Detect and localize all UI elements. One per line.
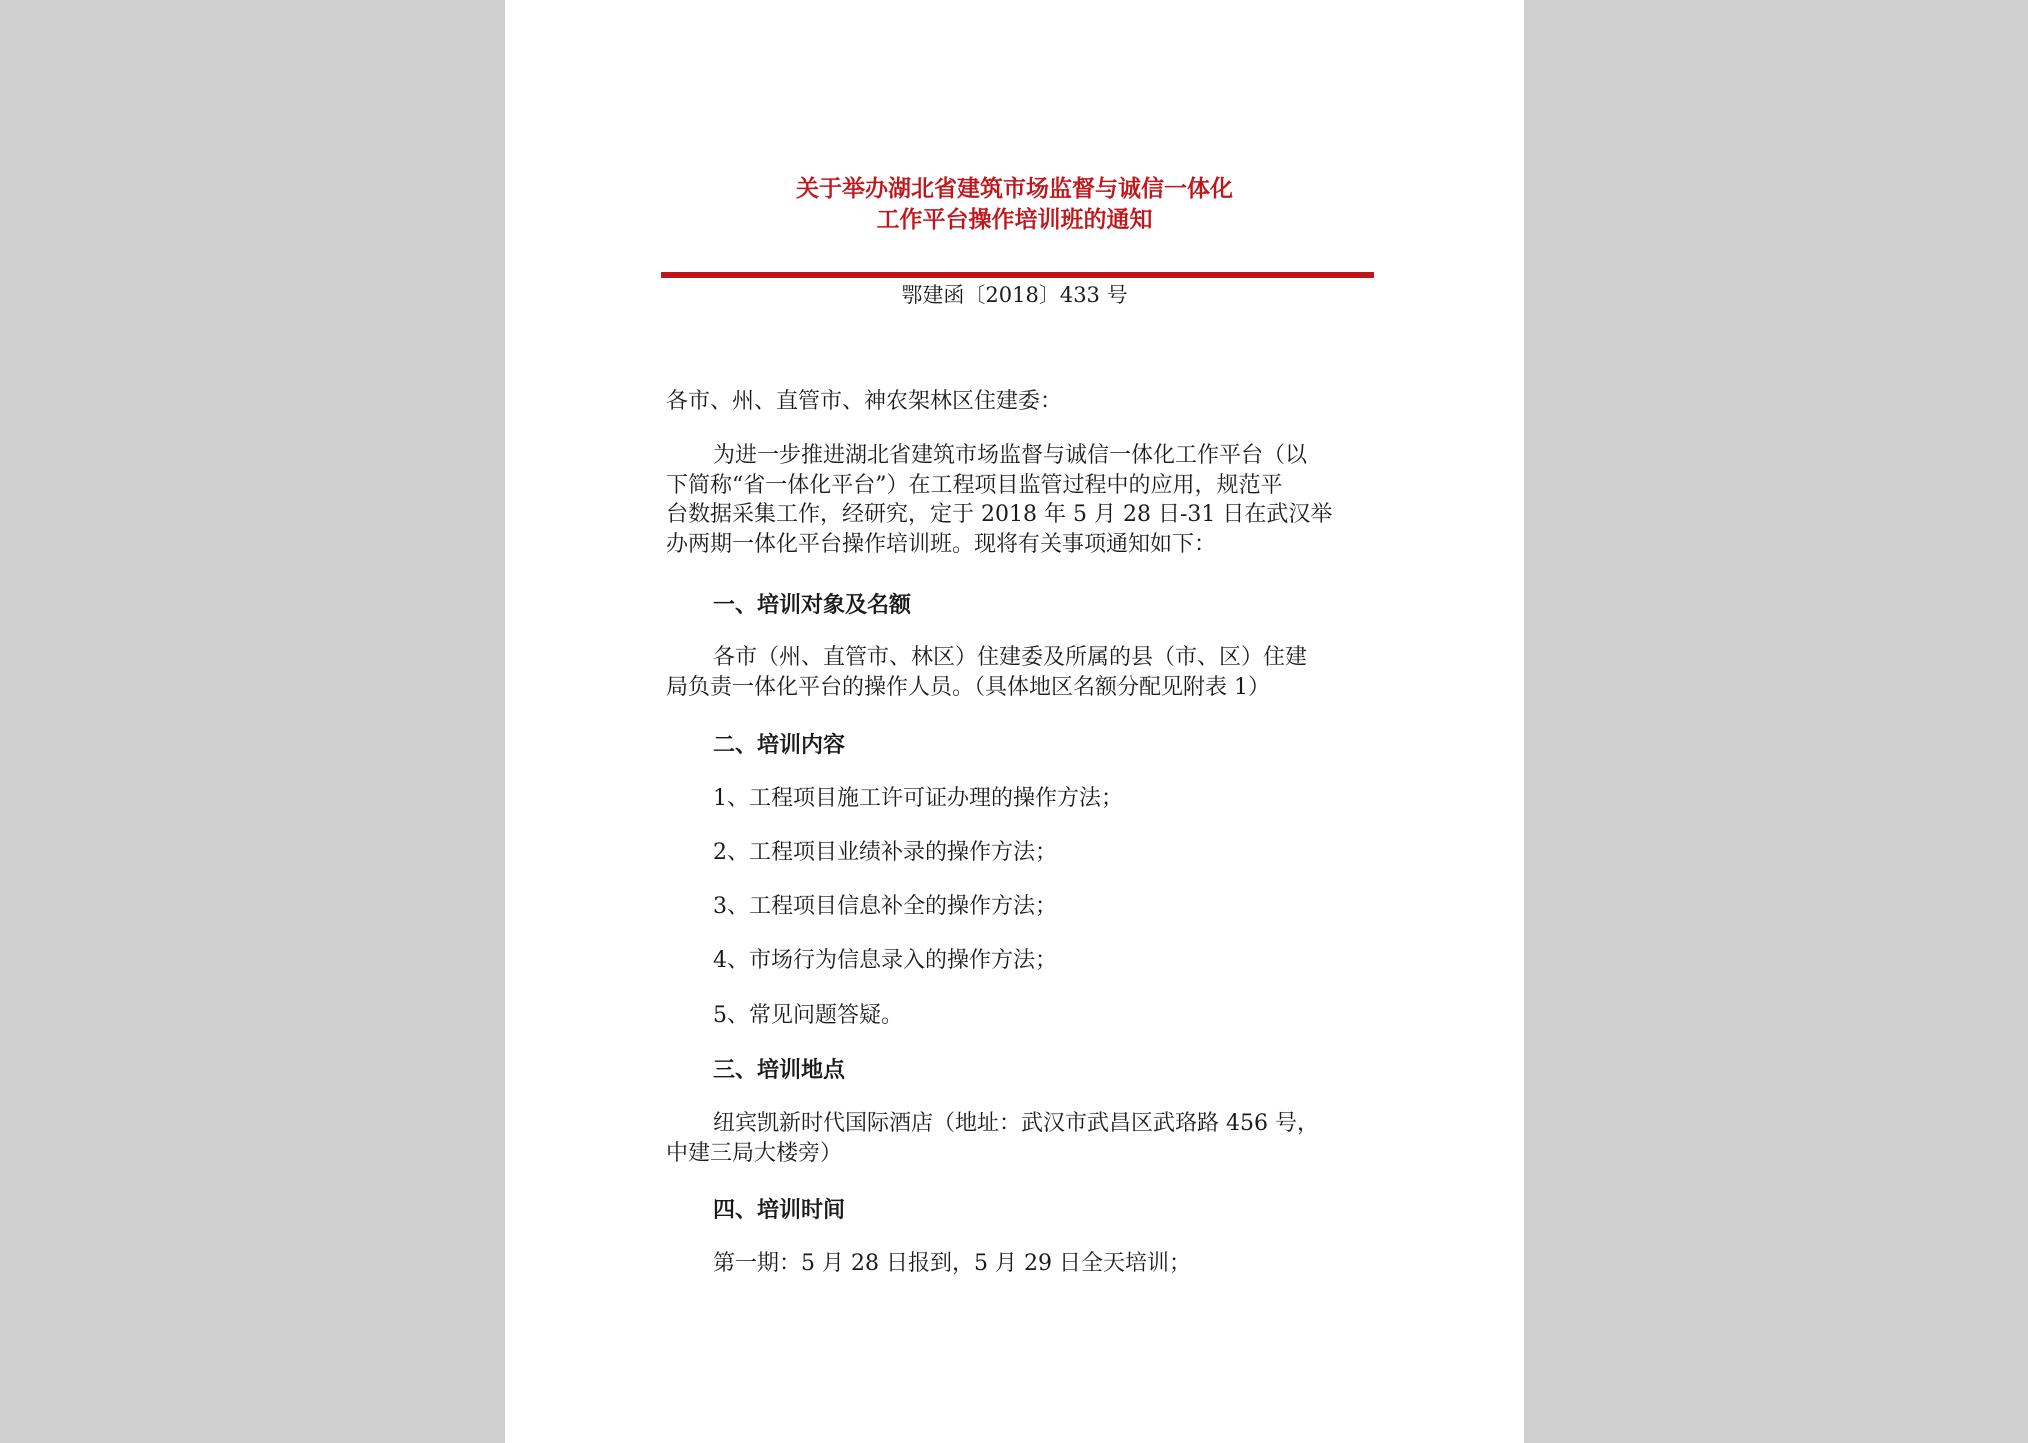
document-title-line2: 工作平台操作培训班的通知 <box>876 206 1153 233</box>
section-heading: 二、培训内容 <box>713 732 846 758</box>
list-item: 4、市场行为信息录入的操作方法； <box>713 948 1057 973</box>
list-item: 5、常见问题答疑。 <box>713 1003 903 1028</box>
section-heading: 一、培训对象及名额 <box>713 592 912 618</box>
list-item: 1、工程项目施工许可证办理的操作方法； <box>713 786 1123 811</box>
section-body-line: 各市（州、直管市、林区）住建委及所属的县（市、区）住建 <box>713 645 1308 670</box>
document-title-line1: 关于举办湖北省建筑市场监督与诚信一体化 <box>796 175 1233 202</box>
section-body-line: 第一期：5 月 28 日报到，5 月 29 日全天培训； <box>713 1251 1191 1276</box>
section-heading: 三、培训地点 <box>713 1057 846 1083</box>
intro-line: 为进一步推进湖北省建筑市场监督与诚信一体化工作平台（以 <box>713 443 1308 468</box>
section-body-line: 中建三局大楼旁） <box>666 1141 843 1166</box>
section-heading: 四、培训时间 <box>713 1197 846 1223</box>
list-item: 3、工程项目信息补全的操作方法； <box>713 894 1057 919</box>
intro-line: 办两期一体化平台操作培训班。现将有关事项通知如下： <box>666 532 1217 557</box>
intro-line: 下简称“省一体化平台”）在工程项目监管过程中的应用，规范平 <box>666 473 1283 498</box>
document-number: 鄂建函〔2018〕433 号 <box>901 283 1128 307</box>
red-header-rule <box>661 272 1374 278</box>
salutation: 各市、州、直管市、神农架林区住建委： <box>666 389 1063 414</box>
section-body-line: 纽宾凯新时代国际酒店（地址：武汉市武昌区武珞路 456 号， <box>713 1111 1319 1136</box>
document-page <box>505 0 1524 1443</box>
section-body-line: 局负责一体化平台的操作人员。（具体地区名额分配见附表 1） <box>666 675 1270 700</box>
intro-line: 台数据采集工作，经研究，定于 2018 年 5 月 28 日-31 日在武汉举 <box>666 502 1333 527</box>
list-item: 2、工程项目业绩补录的操作方法； <box>713 840 1057 865</box>
